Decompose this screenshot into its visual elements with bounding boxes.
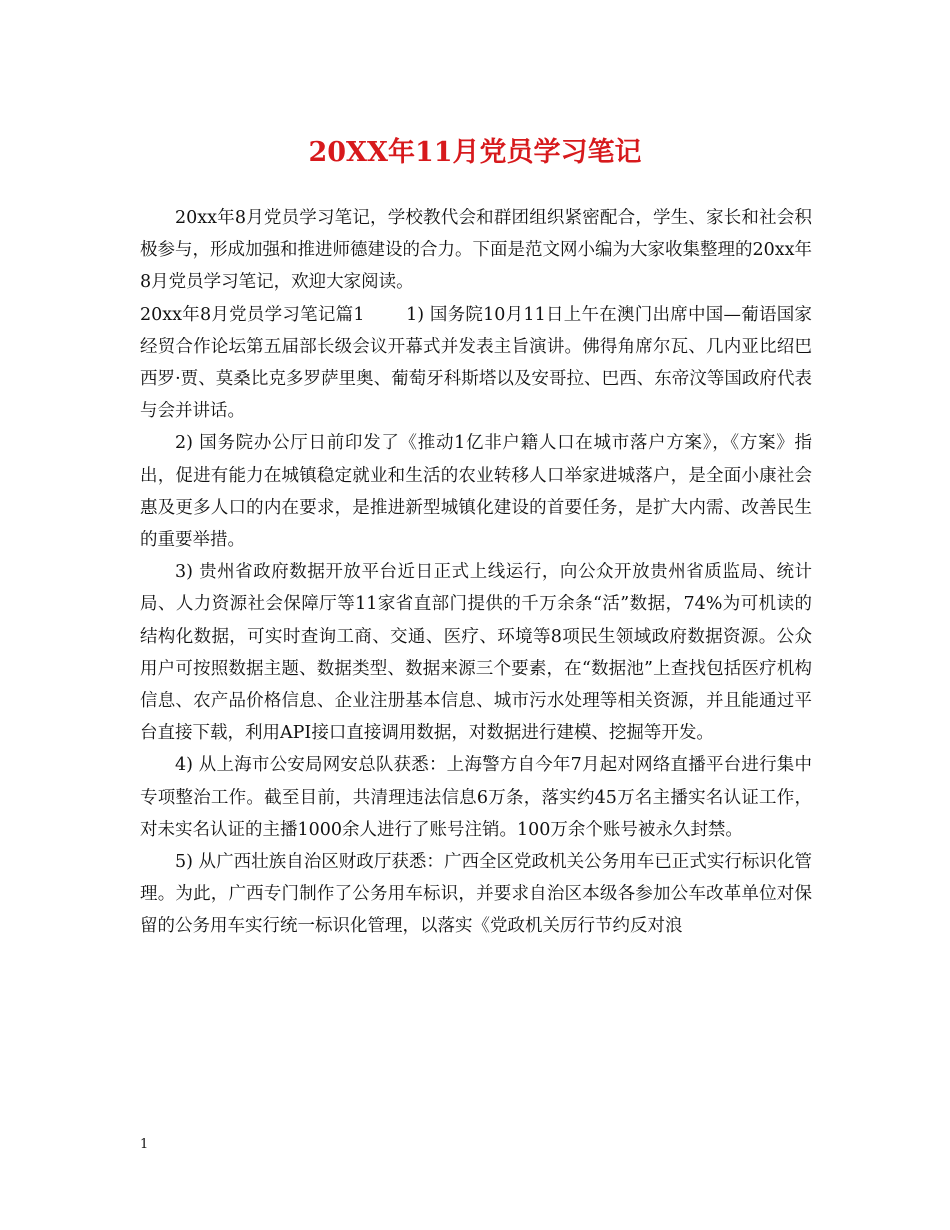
document-title: 20XX年11月党员学习笔记 xyxy=(308,137,642,168)
paragraph-item-3: 3) 贵州省政府数据开放平台近日正式上线运行，向公众开放贵州省质监局、统计局、人力资源社会保障厅等11家省直部门提供的千万余条“活”数据，74%为可机读的结构化数据，可实时查询工商、交通、医疗、环境等8项民生领域政府数据资源。公众用户可按照数据主题、数据类型、数据来源三个要素，在“数据池”上查找包括医疗机构信息、农产品价格信息、企业注册基本信息、城市污水处理等相关资源，并且能通过平台直接下载，利用API接口直接调用数据，对数据进行建模、挖掘等开发。 xyxy=(140,562,812,744)
page-number: 1 xyxy=(140,1137,149,1152)
paragraph-item-5: 5) 从广西壮族自治区财政厅获悉：广西全区党政机关公务用车已正式实行标识化管理。为此，广西专门制作了公务用车标识，并要求自治区本级各参加公车改革单位对保留的公务用车实行统一标识化管理，以落实《党政机关厉行节约反对浪 xyxy=(140,852,812,937)
paragraph-item-4: 4) 从上海市公安局网安总队获悉：上海警方自今年7月起对网络直播平台进行集中专项整治工作。截至目前，共清理违法信息6万条，落实约45万名主播实名认证工作，对未实名认证的主播1000余人进行了账号注销。100万余个账号被永久封禁。 xyxy=(140,755,812,840)
paragraph-item-1: 20xx年8月党员学习笔记篇1 1) 国务院10月11日上午在澳门出席中国—葡语国家经贸合作论坛第五届部长级会议开幕式并发表主旨演讲。佛得角席尔瓦、几内亚比绍巴西罗·贾、莫桑比克多罗萨里奥、葡萄牙科斯塔以及安哥拉、巴西、东帝汶等国政府代表与会并讲话。 xyxy=(140,304,812,422)
paragraph-intro: 20xx年8月党员学习笔记，学校教代会和群团组织紧密配合，学生、家长和社会积极参与，形成加强和推进师德建设的合力。下面是范文网小编为大家收集整理的20xx年8月党员学习笔记，欢迎大家阅读。 xyxy=(140,208,813,293)
document-body xyxy=(140,202,812,943)
paragraph-item-2: 2) 国务院办公厅日前印发了《推动1亿非户籍人口在城市落户方案》，《方案》指出，促进有能力在城镇稳定就业和生活的农业转移人口举家进城落户，是全面小康社会惠及更多人口的内在要求，是推进新型城镇化建设的首要任务，是扩大内需、改善民生的重要举措。 xyxy=(140,433,812,551)
